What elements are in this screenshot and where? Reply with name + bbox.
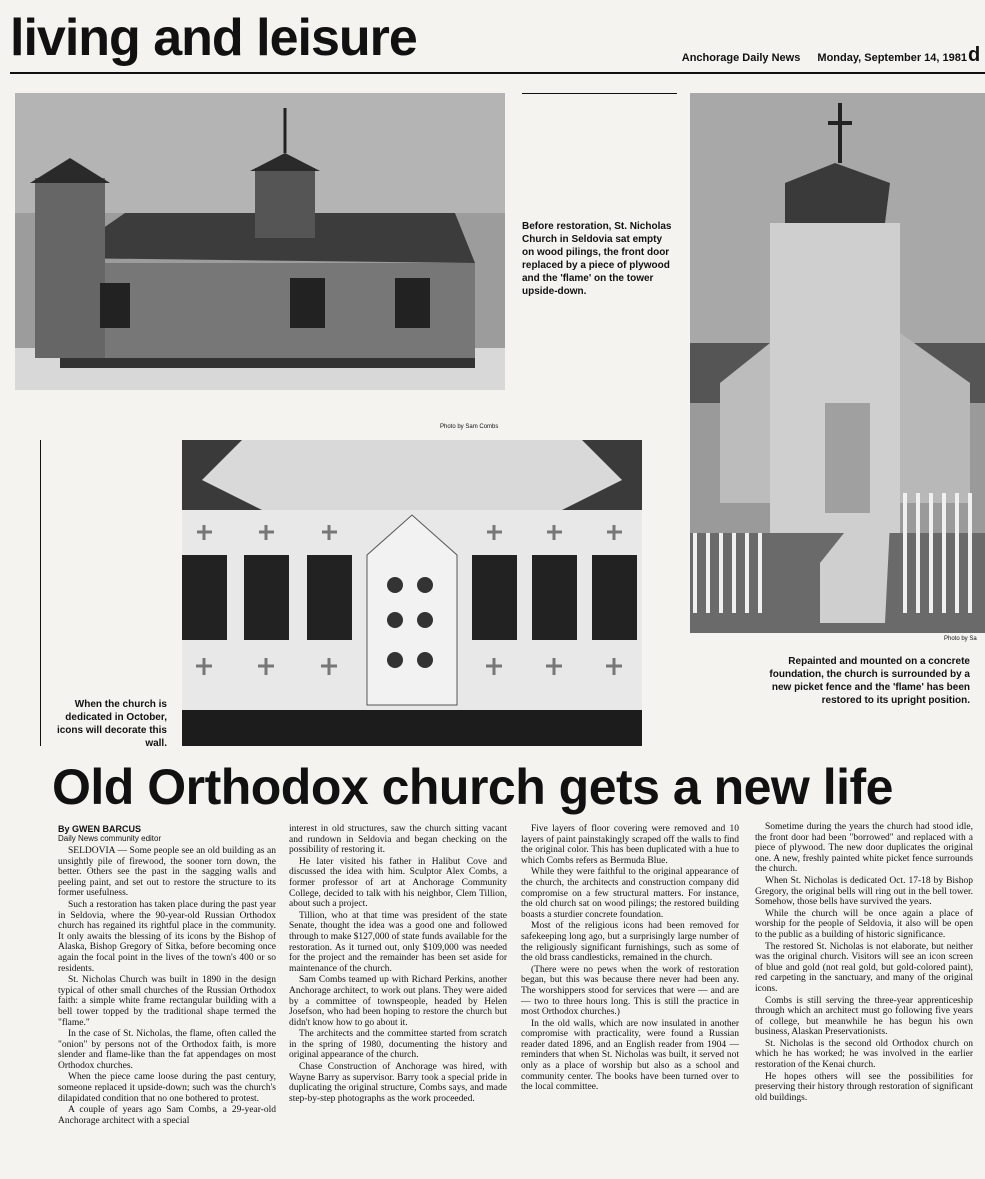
- article-headline: Old Orthodox church gets a new life: [52, 759, 893, 815]
- article-paragraph: (There were no pews when the work of restoration began, but this was because there never had been any. The worshippers stood for services that were — and are — two to three hours long. This is still the practice in most Orthodox churches.): [521, 964, 739, 1018]
- icon-wall-illustration: [182, 440, 642, 746]
- header-rule: [10, 72, 985, 74]
- before-caption: Before restoration, St. Nicholas Church in Seldovia sat empty on wood pilings, the front door replaced by a piece of plywood and the 'flame' on the tower upside-down.: [522, 221, 672, 297]
- after-photo-credit: Photo by Sa: [944, 636, 977, 642]
- edge-letter: d: [968, 44, 981, 66]
- masthead: [668, 52, 967, 64]
- church-before-illustration: [15, 93, 505, 390]
- byline-author: By GWEN BARCUS: [58, 824, 142, 834]
- article-paragraph: Sam Combs teamed up with Richard Perkins, another Anchorage architect, to work out plans. They were aided by a committee of townspeople, headed by Helen Josefson, who had been hoping to restore the church but didn't know how to go about it.: [289, 975, 507, 1028]
- newspaper-name: Anchorage Daily News: [681, 52, 801, 64]
- caption-rule: [522, 93, 677, 94]
- after-caption: Repainted and mounted on a concrete foundation, the church is surrounded by a new picket fence and the 'flame' has been restored to its upright position.: [769, 656, 970, 706]
- article-paragraph: Such a restoration has taken place during the past year in Seldovia, where the 90-year-old Russian Orthodox church has regained its rightful place in the community. It only awaits the blessing of its icons by the Bishop of Alaska, Bishop Gregory of Sitka, before becoming once again the focal point in the lives of the town's 400 or so residents.: [58, 899, 276, 974]
- article-column-4: [755, 822, 973, 1103]
- article-paragraph: While the church will be once again a place of worship for the people of Seldovia, it also will be open to the public as a building of historic significance.: [755, 908, 973, 940]
- article-paragraph: The restored St. Nicholas is not elaborate, but neither was the original church. Visitors will see an icon screen of blue and gold (not real gold, but gold-colored paint), red carpeting in the sanctuary, and many of the original icons.: [755, 941, 973, 994]
- after-restoration-photo: [690, 93, 985, 633]
- article-paragraph: The architects and the committee started from scratch in the spring of 1980, documenting the history and original appearance of the church.: [289, 1029, 507, 1061]
- caption-side-rule: [40, 440, 41, 746]
- icon-wall-caption: When the church is dedicated in October, icons will decorate this wall.: [56, 699, 167, 749]
- article-paragraph: St. Nicholas Church was built in 1890 in the design typical of other small churches of the Russian Orthodox faith: a simple white frame rectangular building with a bell tower topped by the traditional shape termed the "flame.": [58, 975, 276, 1028]
- byline-role: Daily News community editor: [58, 834, 162, 843]
- section-title: living and leisure: [10, 9, 417, 67]
- article-paragraph: When St. Nicholas is dedicated Oct. 17-18 by Bishop Gregory, the original bells will ring out in the bell tower. Somehow, those bells have survived the years.: [755, 875, 973, 908]
- issue-date: Monday, September 14, 1981: [817, 52, 967, 64]
- article-paragraph: Chase Construction of Anchorage was hired, with Wayne Barry as supervisor. Barry took a special pride in duplicating the original structure, Combs says, and made step-by-step photographs as the work proceeded.: [289, 1062, 507, 1104]
- article-paragraph: A couple of years ago Sam Combs, a 29-year-old Anchorage architect with a special: [58, 1105, 276, 1126]
- article-column-3: [521, 824, 739, 1093]
- church-after-illustration: [690, 93, 985, 633]
- article-paragraph: Sometime during the years the church had stood idle, the front door had been "borrowed" and replaced with a piece of plywood. The new door duplicates the original one. A new, freshly painted white picket fence surrounds the church.: [755, 822, 973, 875]
- before-restoration-photo: [15, 93, 505, 390]
- article-paragraph: Five layers of floor covering were removed and 10 layers of paint painstakingly scraped off the walls to find the original color. This has been duplicated with a hue to which Combs refers as Bermuda Blue.: [521, 824, 739, 866]
- article-paragraph: SELDOVIA — Some people see an old building as an unsightly pile of firewood, the sooner torn down, the better. Others see the past in the sagging walls and peeling paint, and set out to restore the structure to its former usefulness.: [58, 846, 276, 899]
- article-paragraph: interest in old structures, saw the church sitting vacant and rundown in Seldovia and began checking on the possibility of restoring it.: [289, 824, 507, 856]
- article-column-2: [289, 824, 507, 1104]
- article-paragraph: He hopes others will see the possibilities for preserving their history through restoration of significant old buildings.: [755, 1071, 973, 1103]
- before-photo-credit: Photo by Sam Combs: [440, 424, 499, 430]
- article-column-1: [58, 846, 276, 1126]
- article-paragraph: St. Nicholas is the second old Orthodox church on which he has worked; he was involved in the earlier restoration of the Kenai church.: [755, 1038, 973, 1071]
- article-paragraph: He later visited his father in Halibut Cove and discussed the idea with him. Sculptor Alex Combs, a former professor of art at Anchorage Community College, decided to talk with his neighbor, Clem Tillion, about such a project.: [289, 856, 507, 910]
- icon-wall-photo: [182, 440, 642, 746]
- article-paragraph: Most of the religious icons had been removed for safekeeping long ago, but a surprisingly large number of the religiously significant furnishings, such as some of the old brass candlesticks, remained in the church.: [521, 921, 739, 964]
- article-paragraph: Tillion, who at that time was president of the state Senate, thought the idea was a good one and followed through to make $127,000 of state funds available for the restoration. As it turned out, only $109,000 was needed for the project and the remainder has been set aside for maintenance of the church.: [289, 910, 507, 974]
- article-paragraph: When the piece came loose during the past century, someone replaced it upside-down; such was the church's dilapidated condition that no one bothered to protest.: [58, 1072, 276, 1104]
- article-paragraph: Combs is still serving the three-year apprenticeship through which an architect must go following five years of college, but meanwhile he has begun his own business, Alaskan Preservationists.: [755, 995, 973, 1038]
- article-paragraph: While they were faithful to the original appearance of the church, the architects and construction company did compromise on a few structural matters. For instance, the old church sat on wood pilings; the restored building boasts a sturdier concrete foundation.: [521, 867, 739, 920]
- article-paragraph: In the case of St. Nicholas, the flame, often called the "onion" by persons not of the Orthodox faith, is more slender and flame-like than the fat appendages on most Orthodox churches.: [58, 1029, 276, 1071]
- article-paragraph: In the old walls, which are now insulated in another compromise with practicality, were found a Russian reader dated 1896, and an English reader from 1904 — reminders that when St. Nicholas was built, it served not only as a place of worship but also as a school and community center. The books have been turned over to the local committee.: [521, 1018, 739, 1093]
